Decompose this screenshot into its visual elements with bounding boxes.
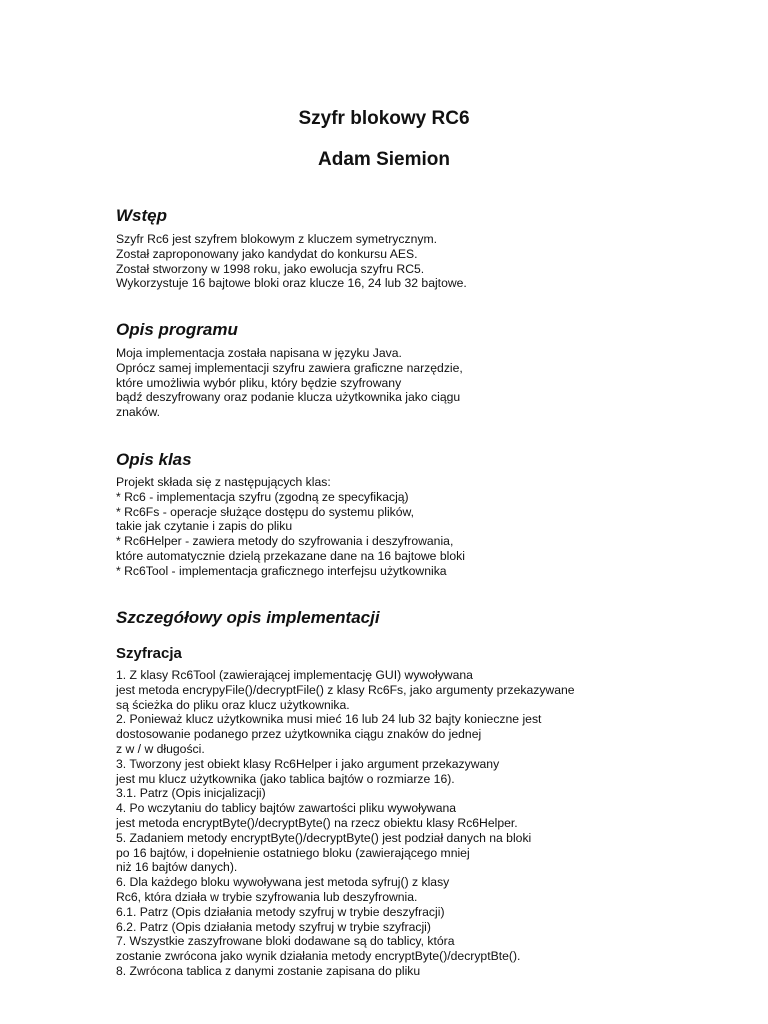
section-heading-opis-programu: Opis programu [116,320,238,339]
text-line: z w / w długości. [116,741,205,756]
section-heading-szczegolowy-opis: Szczegółowy opis implementacji [116,608,380,627]
text-line: 2. Ponieważ klucz użytkownika musi mieć 16 lub 24 lub 32 bajty konieczne jest [116,712,542,727]
text-line: po 16 bajtów, i dopełnienie ostatniego bloku (zawierającego mniej [116,845,470,860]
document-title: Szyfr blokowy RC6 [298,108,470,129]
text-line: * Rc6Helper - zawiera metody do szyfrowania i deszyfrowania, [116,534,454,549]
text-line: znaków. [116,405,161,420]
text-line: 6. Dla każdego bloku wywoływana jest metoda syfruj() z klasy [116,875,450,890]
text-line: są ścieżka do pliku oraz klucz użytkownika. [116,697,350,712]
text-line: Szyfr Rc6 jest szyfrem blokowym z kluczem symetrycznym. [116,232,437,246]
text-line: niż 16 bajtów danych). [116,860,238,875]
text-line: takie jak czytanie i zapis do pliku [116,519,293,534]
text-line: Moja implementacja została napisana w języku Java. [116,346,402,360]
text-line: Został stworzony w 1998 roku, jako ewolucja szyfru RC5. [116,261,425,276]
text-line: które automatycznie dzielą przekazane dane na 16 bajtowe bloki [116,548,465,563]
section-heading-opis-klas: Opis klas [116,450,192,469]
text-line: 6.2. Patrz (Opis działania metody szyfruj w trybie szyfracji) [116,919,431,934]
text-line: 5. Zadaniem metody encryptByte()/decryptByte() jest podział danych na bloki [116,830,532,845]
section-body-opis-programu [116,346,636,420]
section-heading-wstep: Wstęp [116,206,167,225]
section-body-szyfracja [116,668,636,979]
text-line: Projekt składa się z następujących klas: [116,475,331,489]
text-line: Został zaproponowany jako kandydat do konkursu AES. [116,246,418,261]
text-line: jest metoda encrypyFile()/decryptFile() z klasy Rc6Fs, jako argumenty przekazywane [116,682,575,697]
text-line: jest metoda encryptByte()/decryptByte() na rzecz obiektu klasy Rc6Helper. [116,815,518,830]
text-line: 6.1. Patrz (Opis działania metody szyfruj w trybie deszyfracji) [116,904,445,919]
text-line: Rc6, która działa w trybie szyfrowania lub deszyfrownia. [116,889,418,904]
text-line: * Rc6Fs - operacje służące dostępu do systemu plików, [116,504,415,519]
text-line: 4. Po wczytaniu do tablicy bajtów zawartości pliku wywoływana [116,801,457,816]
text-line: Oprócz samej implementacji szyfru zawiera graficzne narzędzie, [116,360,463,375]
subsection-heading-szyfracja: Szyfracja [116,645,182,662]
text-line: bądź deszyfrowany oraz podanie klucza użytkownika jako ciągu [116,390,461,405]
section-body-opis-klas [116,475,636,579]
text-line: które umożliwia wybór pliku, który będzie szyfrowany [116,375,402,390]
text-line: 3.1. Patrz (Opis inicjalizacji) [116,786,266,801]
text-line: 8. Zwrócona tablica z danymi zostanie zapisana do pliku [116,963,421,978]
text-line: * Rc6 - implementacja szyfru (zgodną ze specyfikacją) [116,489,409,504]
text-line: * Rc6Tool - implementacja graficznego interfejsu użytkownika [116,563,447,578]
text-line: dostosowanie podanego przez użytkownika ciągu znaków do jednej [116,727,482,742]
text-line: zostanie zwrócona jako wynik działania metody encryptByte()/decryptBte(). [116,949,521,964]
text-line: jest mu klucz użytkownika (jako tablica bajtów o rozmiarze 16). [116,771,455,786]
document-author: Adam Siemion [318,149,450,170]
text-line: 7. Wszystkie zaszyfrowane bloki dodawane są do tablicy, która [116,934,455,949]
section-body-wstep [116,232,636,291]
text-line: 1. Z klasy Rc6Tool (zawierającej implementację GUI) wywoływana [116,668,473,682]
text-line: Wykorzystuje 16 bajtowe bloki oraz klucze 16, 24 lub 32 bajtowe. [116,276,467,291]
text-line: 3. Tworzony jest obiekt klasy Rc6Helper i jako argument przekazywany [116,756,500,771]
